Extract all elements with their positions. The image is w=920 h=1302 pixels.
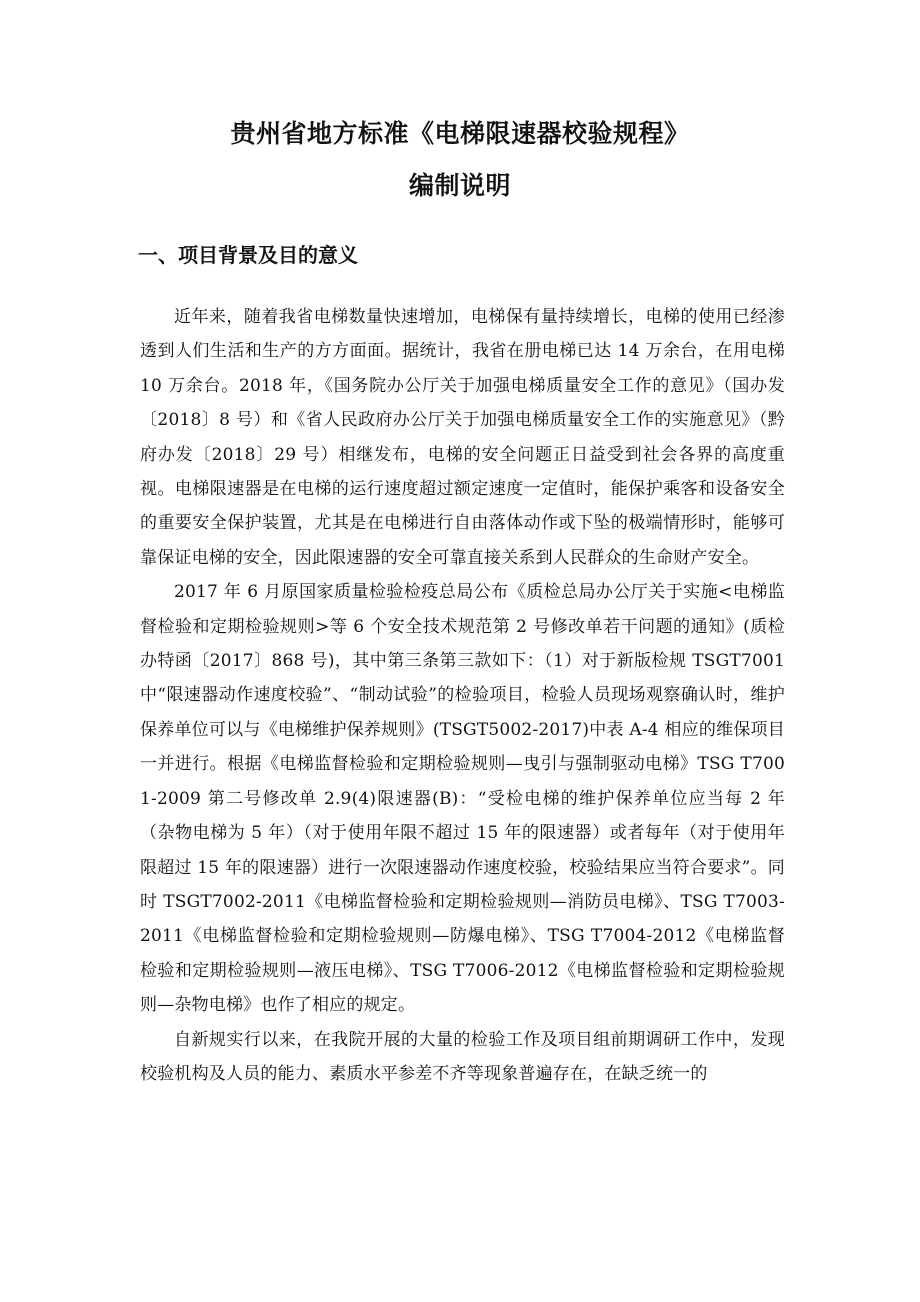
body-text [140, 300, 785, 1091]
paragraph-3: 自新规实行以来，在我院开展的大量的检验工作及项目组前期调研工作中，发现校验机构及人员的能力、素质水平参差不齐等现象普遍存在，在缺乏统一的 [140, 1029, 785, 1084]
document-title: 贵州省地方标准《电梯限速器校验规程》 [230, 119, 690, 148]
document-subtitle: 编制说明 [408, 171, 511, 200]
paragraph-1: 近年来，随着我省电梯数量快速增加，电梯保有量持续增长，电梯的使用已经渗透到人们生活和生产的方方面面。据统计，我省在册电梯已达 14 万余台，在用电梯 10 万余台。2018 年，《国务院办公厅关于加强电梯质量安全工作的意见》（国办发〔2018〕8 号）和《省人民政府办公厅关于加强电梯质量安全工作的实施意见》（黔府办发〔2018〕29 号）相继发布，电梯的安全问题正日益受到社会各界的高度重视。电梯限速器是在电梯的运行速度超过额定速度一定值时，能保护乘客和设备安全的重要安全保护装置，尤其是在电梯进行自由落体动作或下坠的极端情形时，能够可靠保证电梯的安全，因此限速器的安全可靠直接关系到人民群众的生命财产安全。 [140, 307, 785, 568]
section-heading: 一、项目背景及目的意义 [138, 243, 358, 267]
paragraph-2: 2017 年 6 月原国家质量检验检疫总局公布《质检总局办公厅关于实施<电梯监督检验和定期检验规则>等 6 个安全技术规范第 2 号修改单若干问题的通知》(质检办特函〔2017〕868 号)，其中第三条第三款如下：（1）对于新版检规 TSGT7001 中“限速器动作速度校验”、“制动试验”的检验项目，检验人员现场观察确认时，维护保养单位可以与《电梯维护保养规则》(TSGT5002-2017)中表 A-4 相应的维保项目一并进行。根据《电梯监督检验和定期检验规则—曳引与强制驱动电梯》TSG T7001-2009 第二号修改单 2.9(4)限速器(B)：“受检电梯的维护保养单位应当每 2 年（杂物电梯为 5 年）（对于使用年限不超过 15 年的限速器）或者每年（对于使用年限超过 15 年的限速器）进行一次限速器动作速度校验，校验结果应当符合要求”。同时 TSGT7002-2011《电梯监督检验和定期检验规则—消防员电梯》、TSG T7003-2011《电梯监督检验和定期检验规则—防爆电梯》、TSG T7004-2012《电梯监督检验和定期检验规则—液压电梯》、TSG T7006-2012《电梯监督检验和定期检验规则—杂物电梯》也作了相应的规定。 [140, 582, 785, 1016]
